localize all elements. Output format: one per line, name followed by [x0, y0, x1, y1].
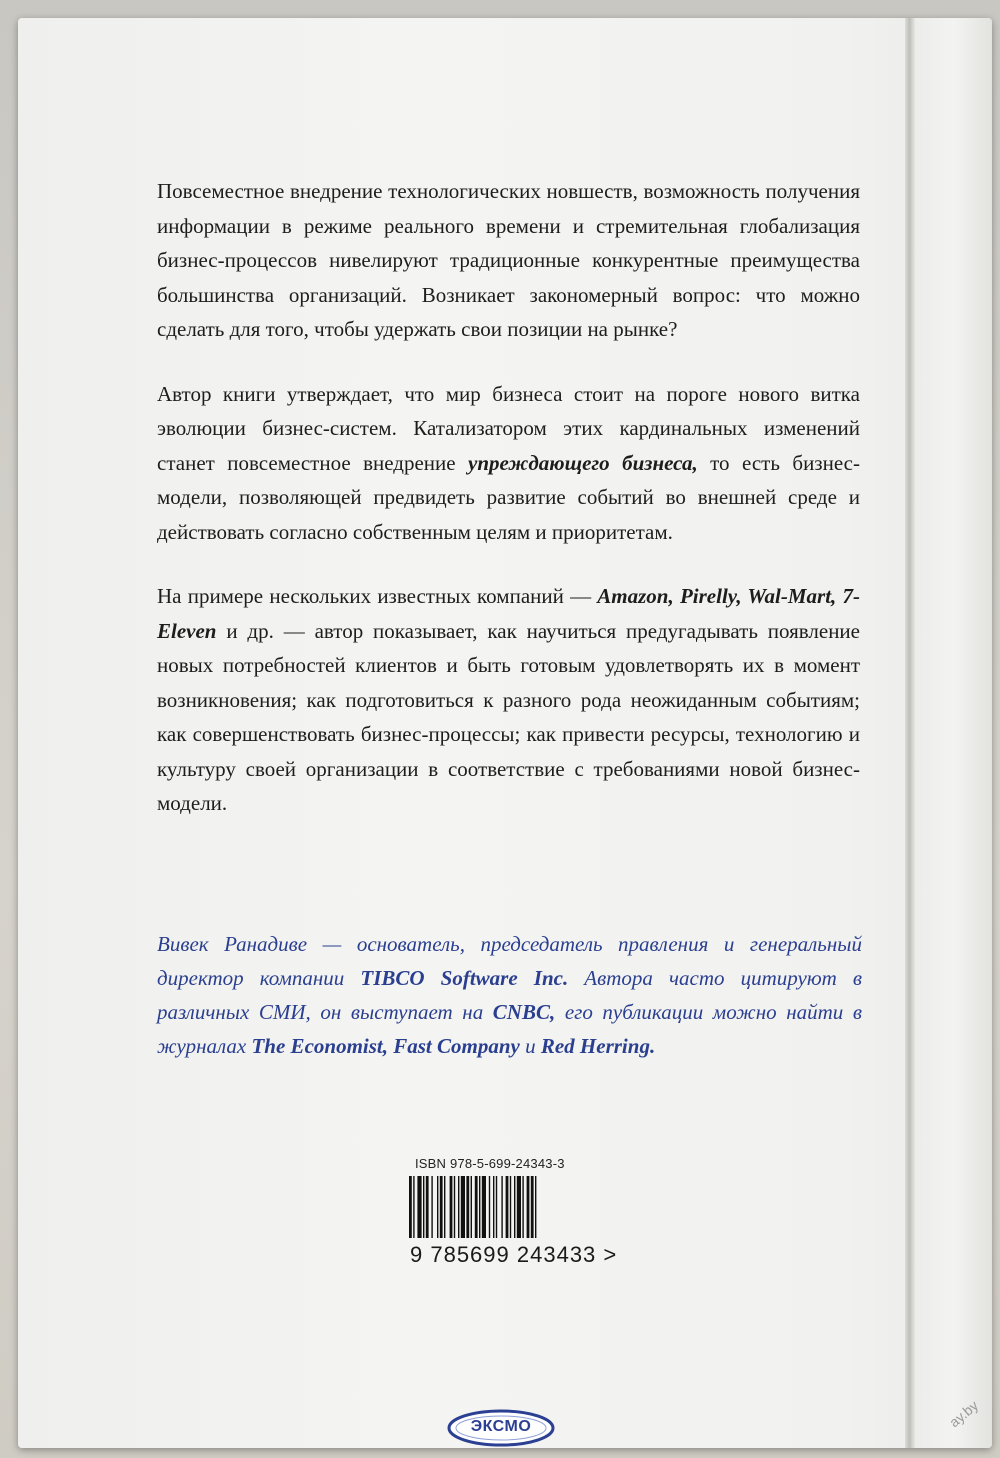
- barcode-digits: 9 785699 243433 >: [410, 1242, 618, 1267]
- watermark: ay.by: [946, 1397, 982, 1431]
- barcode-bar: [437, 1176, 438, 1238]
- barcode-bar: [409, 1176, 412, 1238]
- blurb-text: [157, 174, 860, 851]
- bio-text: и: [519, 1034, 541, 1058]
- barcode-bar: [514, 1176, 515, 1238]
- barcode-bar: [444, 1176, 445, 1238]
- barcode-bar: [479, 1176, 480, 1238]
- bio-journal: Red Herring.: [540, 1034, 656, 1058]
- barcode-bar: [489, 1176, 490, 1238]
- barcode-bar: [506, 1176, 509, 1238]
- bio-text: его публикации можно найти в журналах: [157, 1000, 862, 1058]
- bio-channel: CNBC,: [492, 1000, 556, 1024]
- paragraph-text: На примере нескольких известных компаний —: [157, 584, 598, 608]
- bio-text: Вивек Ранадиве — основатель, председатель правления и генеральный директор компании: [157, 932, 862, 990]
- barcode-icon: [407, 1176, 583, 1238]
- blurb-paragraph-3: [157, 579, 860, 821]
- cover-hinge: [905, 18, 915, 1448]
- barcode-bar: [493, 1176, 494, 1238]
- barcode-bar: [471, 1176, 472, 1238]
- emphasis-text: упреждающего бизнеса,: [468, 450, 698, 475]
- barcode-bar: [527, 1176, 530, 1238]
- barcode-bar: [450, 1176, 453, 1238]
- barcode-bar: [475, 1176, 478, 1238]
- barcode-bar: [531, 1176, 534, 1238]
- bio-text: Автора часто цитируют в различных СМИ, он выступает на: [157, 966, 862, 1024]
- blurb-paragraph-2: [157, 377, 860, 550]
- isbn-label: ISBN 978-5-699-24343-3: [415, 1156, 565, 1171]
- barcode-bar: [417, 1176, 421, 1238]
- barcode-bar: [496, 1176, 497, 1238]
- barcode-bar: [522, 1176, 523, 1238]
- barcode-bar: [454, 1176, 455, 1238]
- book-spine-edge: [915, 18, 992, 1448]
- author-bio: [157, 927, 862, 1063]
- barcode-bar: [423, 1176, 424, 1238]
- paragraph-text: Автор книги утверждает, что мир бизнеса стоит на пороге нового витка эволюции бизнес-систем. Катализатором этих кардинальных изменений станет повсеместное внедрение: [157, 381, 860, 475]
- barcode-bar: [461, 1176, 465, 1238]
- company-names: Amazon, Pirelly, Wal-Mart, 7-Eleven: [157, 584, 861, 643]
- bio-journals: The Economist, Fast Company: [251, 1034, 520, 1058]
- blurb-paragraph-1: Повсеместное внедрение технологических новшеств, возможность получения информации в режиме реального времени и стремительная глобализация бизнес-процессов нивелируют традиционные конкурентные преимущества большинства организаций. Возникает закономерный вопрос: что можно сделать для того, чтобы удержать свои позиции на рынке?: [157, 179, 860, 341]
- barcode-bar: [440, 1176, 443, 1238]
- publisher-logo-text: ЭКСМО: [470, 1418, 532, 1435]
- paragraph-text: то есть бизнес-модели, позволяющей предвидеть развитие событий во внешней среде и действовать согласно собственным целям и приоритетам.: [157, 450, 860, 544]
- barcode-bar: [482, 1176, 486, 1238]
- barcode-bar: [535, 1176, 536, 1238]
- bio-company: TIBCO Software Inc.: [360, 966, 569, 990]
- barcode-bar: [501, 1176, 502, 1238]
- barcode-bar: [426, 1176, 429, 1238]
- barcode-bar: [431, 1176, 432, 1238]
- barcode-bar: [510, 1176, 511, 1238]
- barcode-bar: [413, 1176, 414, 1238]
- barcode-bar: [466, 1176, 469, 1238]
- paragraph-text: и др. — автор показывает, как научиться предугадывать появление новых потребностей клиентов и быть готовым удовлетворять их в момент возникновения; как подготовиться к разного рода неожиданным событиям; как совершенствовать бизнес-процессы; как привести ресурсы, технологию и культуру своей организации в соответствие с требованиями новой бизнес-модели.: [157, 618, 860, 815]
- barcode-bar: [517, 1176, 521, 1238]
- barcode-bar: [458, 1176, 459, 1238]
